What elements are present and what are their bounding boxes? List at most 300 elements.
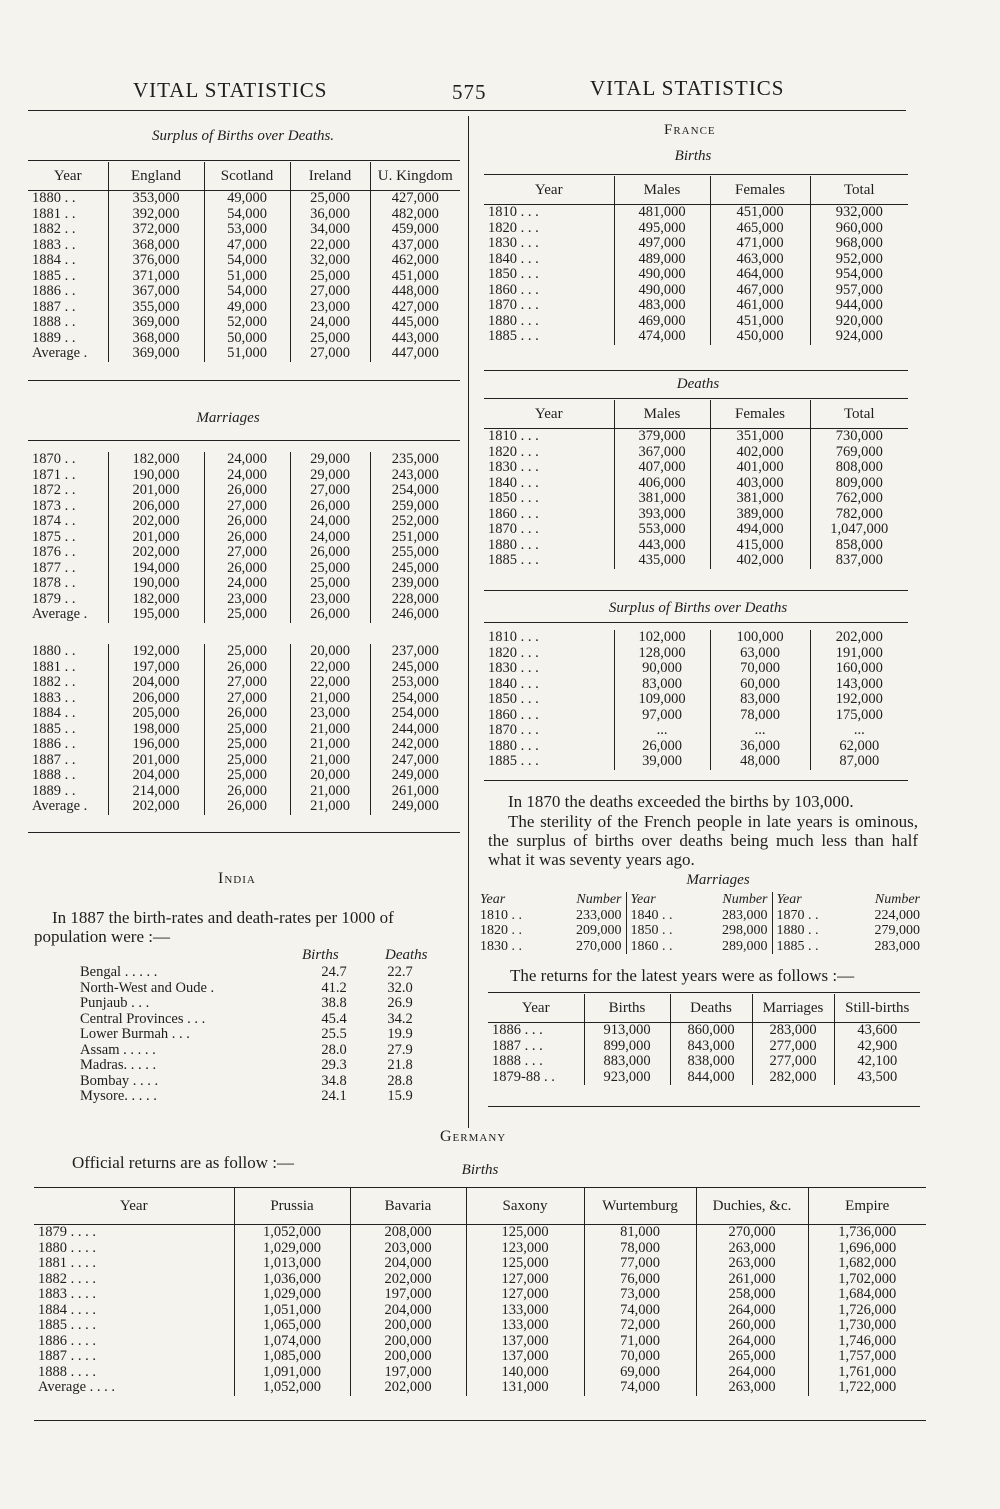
row-label: 1840 . . . <box>488 474 539 491</box>
table-cell: 123,000 <box>466 1241 584 1257</box>
table-cell: 494,000 <box>710 522 810 538</box>
table-cell: 190,000 <box>108 468 204 484</box>
table-cell: 1,761,000 <box>808 1365 926 1381</box>
germany-table <box>34 1188 926 1396</box>
france-heading: France <box>664 122 716 138</box>
france-births-bottom-rule <box>484 370 908 371</box>
row-label: 1884 . . . . <box>38 1301 96 1318</box>
table-cell: 952,000 <box>810 252 908 268</box>
table-cell: 259,000 <box>370 499 460 515</box>
table-cell: 83,000 <box>710 692 810 708</box>
table-row <box>484 445 908 461</box>
table-cell: 402,000 <box>710 553 810 569</box>
col-year: Year <box>488 994 584 1023</box>
col-year: Year <box>480 892 506 907</box>
table-cell: 28.8 <box>387 1072 413 1089</box>
table-row <box>28 284 460 300</box>
table-cell: 944,000 <box>810 298 908 314</box>
table-cell: 83,000 <box>614 677 710 693</box>
table-cell: 381,000 <box>710 491 810 507</box>
table-cell: 22,000 <box>290 675 370 691</box>
table-cell: 87,000 <box>810 754 908 770</box>
table-cell: 246,000 <box>370 607 460 623</box>
india-col-births: Births <box>302 947 339 963</box>
table-cell: 77,000 <box>584 1256 696 1272</box>
row-label: 1870 . . . <box>488 521 539 537</box>
table-row <box>488 1054 920 1070</box>
table-row <box>484 677 908 693</box>
table-cell: 22,000 <box>290 238 370 254</box>
table-cell: 34.8 <box>321 1072 347 1089</box>
table-row <box>28 784 460 800</box>
table-cell: 465,000 <box>710 221 810 237</box>
table-cell: 21.8 <box>387 1057 413 1073</box>
table-cell: 254,000 <box>370 483 460 499</box>
table-cell: 762,000 <box>810 491 908 507</box>
table-cell: 26,000 <box>614 739 710 755</box>
table-cell: 464,000 <box>710 267 810 283</box>
table-row <box>76 996 436 1012</box>
table-cell: 1885 . . <box>772 939 850 955</box>
table-row <box>484 692 908 708</box>
row-label: 1873 . . <box>32 497 76 514</box>
france-latest-table <box>488 994 920 1085</box>
table-cell: 1,013,000 <box>234 1256 350 1272</box>
table-cell: 25,000 <box>290 191 370 207</box>
table-row <box>484 507 908 523</box>
uk-marriages-table-a <box>28 452 460 623</box>
france-surplus-title: Surplus of Births over Deaths <box>608 600 788 616</box>
row-label: Punjaub . . . <box>80 995 150 1011</box>
table-cell: 74,000 <box>584 1380 696 1396</box>
table-row <box>28 514 460 530</box>
table-cell: 60,000 <box>710 677 810 693</box>
table-cell: 809,000 <box>810 476 908 492</box>
table-cell: 160,000 <box>810 661 908 677</box>
row-label: Average . . . . <box>38 1379 116 1395</box>
table-cell: 26,000 <box>204 660 290 676</box>
table-cell: 462,000 <box>370 253 460 269</box>
table-cell: 78,000 <box>710 708 810 724</box>
table-cell: 769,000 <box>810 445 908 461</box>
table-cell: 25,000 <box>290 576 370 592</box>
table-cell: 24,000 <box>204 468 290 484</box>
france-surplus-table <box>484 630 908 770</box>
table-cell: 125,000 <box>466 1225 584 1241</box>
table-cell: 90,000 <box>614 661 710 677</box>
row-label: 1830 . . . <box>488 459 539 475</box>
france-latest-top-rule <box>488 992 920 993</box>
table-cell: 242,000 <box>370 737 460 753</box>
table-cell: 34,000 <box>290 222 370 238</box>
table-row <box>34 1334 926 1350</box>
table-cell: 261,000 <box>370 784 460 800</box>
uk-top-rule <box>28 160 460 161</box>
row-label: Average . <box>32 345 88 361</box>
table-row <box>28 315 460 331</box>
row-label: 1881 . . <box>32 658 76 675</box>
table-row <box>28 331 460 347</box>
table-cell: 200,000 <box>350 1334 466 1350</box>
table-row <box>34 1349 926 1365</box>
table-cell: 448,000 <box>370 284 460 300</box>
table-cell: 1,736,000 <box>808 1225 926 1241</box>
row-label: 1886 . . <box>32 283 76 299</box>
row-label: 1860 . . . <box>488 505 539 522</box>
france-latest-intro: The returns for the latest years were as follows :— <box>510 966 855 985</box>
running-head-right: VITAL STATISTICS <box>590 76 785 100</box>
table-cell: 254,000 <box>370 691 460 707</box>
row-label: 1860 . . . <box>488 281 539 298</box>
table-cell: 837,000 <box>810 553 908 569</box>
table-row <box>34 1256 926 1272</box>
row-label: 1871 . . <box>32 466 76 483</box>
table-cell: 255,000 <box>370 545 460 561</box>
uk-marriages-table-b <box>28 644 460 815</box>
table-cell: 730,000 <box>810 429 908 445</box>
table-cell: 954,000 <box>810 267 908 283</box>
france-births-header <box>484 176 908 205</box>
table-cell: 1870 . . <box>772 908 850 924</box>
table-row <box>488 1039 920 1055</box>
table-cell: 51,000 <box>204 346 290 362</box>
col-saxony: Saxony <box>466 1188 584 1225</box>
table-cell: 51,000 <box>204 269 290 285</box>
col-wurtemburg: Wurtemburg <box>584 1188 696 1225</box>
table-cell: 192,000 <box>810 692 908 708</box>
table-cell: 25,000 <box>290 331 370 347</box>
table-cell: 102,000 <box>614 630 710 646</box>
table-row <box>34 1318 926 1334</box>
table-cell: 224,000 <box>874 907 920 923</box>
table-row <box>484 538 908 554</box>
column-divider <box>468 116 469 1128</box>
table-cell: 263,000 <box>696 1241 808 1257</box>
table-row <box>34 1380 926 1396</box>
col-number: Number <box>722 892 768 907</box>
table-cell: 195,000 <box>108 607 204 623</box>
table-cell: 451,000 <box>370 269 460 285</box>
table-cell: 437,000 <box>370 238 460 254</box>
table-cell: 443,000 <box>614 538 710 554</box>
table-cell: 202,000 <box>350 1272 466 1288</box>
row-label: 1887 . . . <box>492 1037 543 1054</box>
table-row <box>28 530 460 546</box>
table-row <box>28 452 460 468</box>
france-deaths-bottom-rule <box>484 590 908 591</box>
row-label: 1881 . . . . <box>38 1255 96 1271</box>
table-cell: 355,000 <box>108 300 204 316</box>
table-cell: 205,000 <box>108 706 204 722</box>
table-cell: 26,000 <box>204 514 290 530</box>
table-cell: 21,000 <box>290 753 370 769</box>
germany-intro: Official returns are as follow :— <box>72 1153 295 1172</box>
table-cell: 899,000 <box>584 1039 670 1055</box>
table-row <box>484 708 908 724</box>
table-cell: 960,000 <box>810 221 908 237</box>
table-row <box>76 1089 436 1105</box>
table-cell: 843,000 <box>670 1039 752 1055</box>
table-cell: 34.2 <box>387 1010 413 1027</box>
row-label: 1830 . . <box>480 938 522 954</box>
table-cell: 1840 . . <box>626 908 702 924</box>
table-cell: 81,000 <box>584 1225 696 1241</box>
table-cell: 490,000 <box>614 283 710 299</box>
table-cell: 367,000 <box>614 445 710 461</box>
table-cell: 25,000 <box>204 644 290 660</box>
table-cell: 20,000 <box>290 644 370 660</box>
table-cell: 415,000 <box>710 538 810 554</box>
table-cell: 201,000 <box>108 483 204 499</box>
table-row <box>484 553 908 569</box>
table-row <box>476 923 924 939</box>
germany-bottom-rule <box>34 1420 926 1421</box>
table-row <box>28 644 460 660</box>
table-cell: 270,000 <box>696 1225 808 1241</box>
col-uk: U. Kingdom <box>370 162 460 191</box>
table-cell: 1,085,000 <box>234 1349 350 1365</box>
table-cell: 26,000 <box>204 530 290 546</box>
france-births-top-rule <box>484 174 908 175</box>
table-cell: 1,682,000 <box>808 1256 926 1272</box>
table-cell: 253,000 <box>370 675 460 691</box>
table-cell: 1,047,000 <box>810 522 908 538</box>
table-row <box>488 1070 920 1086</box>
row-label: 1820 . . <box>480 923 522 938</box>
uk-marriages-title: Marriages <box>196 410 260 426</box>
table-cell: 858,000 <box>810 538 908 554</box>
table-cell: 47,000 <box>204 238 290 254</box>
row-label: 1887 . . . . <box>38 1348 96 1364</box>
col-total: Total <box>810 400 908 429</box>
table-cell: 782,000 <box>810 507 908 523</box>
row-label: 1884 . . <box>32 252 76 268</box>
table-cell: 125,000 <box>466 1256 584 1272</box>
table-cell: 190,000 <box>108 576 204 592</box>
table-cell: 283,000 <box>722 907 768 923</box>
table-cell: 201,000 <box>108 530 204 546</box>
row-label: 1889 . . <box>32 329 76 346</box>
table-cell: 26,000 <box>204 483 290 499</box>
row-label: 1886 . . <box>32 736 76 752</box>
table-cell: 369,000 <box>108 346 204 362</box>
table-row <box>28 768 460 784</box>
table-cell: 24.7 <box>321 964 347 980</box>
page-number: 575 <box>452 80 487 104</box>
table-row <box>28 253 460 269</box>
col-males: Males <box>614 400 710 429</box>
table-cell: 27,000 <box>204 499 290 515</box>
table-cell: 26,000 <box>290 545 370 561</box>
col-england: England <box>108 162 204 191</box>
table-cell: 25,000 <box>290 269 370 285</box>
table-cell: 100,000 <box>710 630 810 646</box>
table-cell: 427,000 <box>370 191 460 207</box>
row-label: 1874 . . <box>32 513 76 529</box>
table-cell: 298,000 <box>722 923 768 938</box>
table-cell: 860,000 <box>670 1023 752 1039</box>
table-cell: 74,000 <box>584 1303 696 1319</box>
table-cell: 197,000 <box>350 1365 466 1381</box>
table-cell: 497,000 <box>614 236 710 252</box>
table-row <box>76 1027 436 1043</box>
table-row <box>34 1365 926 1381</box>
row-label: 1810 . . . <box>488 204 539 220</box>
table-cell: 913,000 <box>584 1023 670 1039</box>
table-row <box>28 706 460 722</box>
table-row <box>28 222 460 238</box>
table-row <box>76 1012 436 1028</box>
france-marriages-table <box>476 892 924 954</box>
table-cell: 883,000 <box>584 1054 670 1070</box>
table-cell: 214,000 <box>108 784 204 800</box>
col-number: Number <box>576 892 622 907</box>
table-cell: 43,600 <box>834 1023 920 1039</box>
table-cell: 23,000 <box>290 706 370 722</box>
table-cell: 204,000 <box>108 675 204 691</box>
table-cell: 27,000 <box>204 691 290 707</box>
table-cell: 143,000 <box>810 677 908 693</box>
table-cell: 200,000 <box>350 1349 466 1365</box>
table-row <box>484 646 908 662</box>
table-cell: 407,000 <box>614 460 710 476</box>
table-cell: 22.7 <box>387 964 413 980</box>
uk-surplus-table <box>28 162 460 362</box>
table-cell: 451,000 <box>710 205 810 221</box>
table-cell: 1880 . . <box>772 923 850 939</box>
table-cell: 239,000 <box>370 576 460 592</box>
row-label: 1887 . . <box>32 751 76 768</box>
table-cell: 24,000 <box>290 514 370 530</box>
table-row <box>484 267 908 283</box>
table-cell: 489,000 <box>614 252 710 268</box>
table-cell: 49,000 <box>204 300 290 316</box>
row-label: 1820 . . . <box>488 644 539 661</box>
row-label: 1882 . . <box>32 674 76 690</box>
table-cell: 202,000 <box>350 1380 466 1396</box>
table-cell: 23,000 <box>290 300 370 316</box>
table-row <box>34 1272 926 1288</box>
table-row <box>28 346 460 362</box>
india-heading: India <box>218 870 256 887</box>
table-cell: 26,000 <box>204 561 290 577</box>
table-cell: 48,000 <box>710 754 810 770</box>
row-label: Mysore. . . . . <box>80 1088 157 1104</box>
col-year: Year <box>34 1188 234 1225</box>
table-row <box>76 1058 436 1074</box>
table-cell: 128,000 <box>614 646 710 662</box>
row-label: 1880 . . . . <box>38 1239 96 1256</box>
table-cell: 73,000 <box>584 1287 696 1303</box>
table-row <box>34 1241 926 1257</box>
table-cell: 1,091,000 <box>234 1365 350 1381</box>
table-row <box>34 1287 926 1303</box>
table-cell: 191,000 <box>810 646 908 662</box>
table-row <box>484 476 908 492</box>
table-cell: 26.9 <box>387 995 413 1011</box>
row-label: 1886 . . . . <box>38 1332 96 1349</box>
india-table <box>76 965 436 1105</box>
table-cell: 27.9 <box>387 1041 413 1058</box>
table-cell: 198,000 <box>108 722 204 738</box>
table-cell: 282,000 <box>752 1070 834 1086</box>
table-cell: 1,052,000 <box>234 1380 350 1396</box>
table-cell: 54,000 <box>204 253 290 269</box>
table-cell: 27,000 <box>204 675 290 691</box>
germany-births-title: Births <box>461 1162 499 1178</box>
table-cell: 244,000 <box>370 722 460 738</box>
table-cell: 42,900 <box>834 1039 920 1055</box>
france-paragraph: The sterility of the French people in late years is ominous, the surplus of births over deaths being much less than half what it was seventy years ago. <box>488 812 918 869</box>
table-cell: 233,000 <box>576 907 622 923</box>
table-cell: 127,000 <box>466 1272 584 1288</box>
table-cell: 200,000 <box>350 1318 466 1334</box>
table-cell: 72,000 <box>584 1318 696 1334</box>
table-cell: 435,000 <box>614 553 710 569</box>
table-cell: 202,000 <box>108 514 204 530</box>
table-cell: 924,000 <box>810 329 908 345</box>
row-label: 1882 . . . . <box>38 1270 96 1287</box>
uk-surplus-bottom-rule <box>28 380 460 381</box>
table-cell: 838,000 <box>670 1054 752 1070</box>
table-row <box>28 238 460 254</box>
table-cell: 71,000 <box>584 1334 696 1350</box>
table-cell: 133,000 <box>466 1303 584 1319</box>
table-cell: 202,000 <box>810 630 908 646</box>
table-row <box>28 269 460 285</box>
col-prussia: Prussia <box>234 1188 350 1225</box>
table-cell: 202,000 <box>108 799 204 815</box>
table-row <box>484 314 908 330</box>
table-cell: 353,000 <box>108 191 204 207</box>
row-label: 1880 . . <box>32 643 76 659</box>
table-cell: 1,696,000 <box>808 1241 926 1257</box>
table-cell: 351,000 <box>710 429 810 445</box>
table-cell: 401,000 <box>710 460 810 476</box>
table-cell: 451,000 <box>710 314 810 330</box>
table-row <box>76 1074 436 1090</box>
table-cell: 1860 . . <box>626 939 702 955</box>
table-cell: 26,000 <box>290 607 370 623</box>
row-label: 1830 . . . <box>488 235 539 251</box>
table-cell: 251,000 <box>370 530 460 546</box>
table-cell: 270,000 <box>576 938 622 954</box>
table-cell: 247,000 <box>370 753 460 769</box>
row-label: Bengal . . . . . <box>80 964 158 980</box>
table-cell: 29,000 <box>290 468 370 484</box>
table-cell: 393,000 <box>614 507 710 523</box>
table-cell: 249,000 <box>370 799 460 815</box>
table-cell: 127,000 <box>466 1287 584 1303</box>
france-deaths-header <box>484 400 908 429</box>
col-empire: Empire <box>808 1188 926 1225</box>
uk-surplus-header <box>28 162 460 191</box>
row-label: 1885 . . . <box>488 328 539 344</box>
row-label: 1870 . . <box>32 451 76 467</box>
germany-header <box>34 1188 926 1225</box>
row-label: 1882 . . <box>32 221 76 237</box>
row-label: 1888 . . <box>32 314 76 330</box>
table-cell: 283,000 <box>874 938 920 954</box>
row-label: 1885 . . <box>32 720 76 737</box>
table-cell: 28.0 <box>321 1041 347 1058</box>
row-label: 1888 . . <box>32 767 76 783</box>
table-cell: 1,722,000 <box>808 1380 926 1396</box>
table-row <box>484 739 908 755</box>
france-marriages-header <box>476 892 924 908</box>
table-cell: 260,000 <box>696 1318 808 1334</box>
col-still-births: Still-births <box>834 994 920 1023</box>
